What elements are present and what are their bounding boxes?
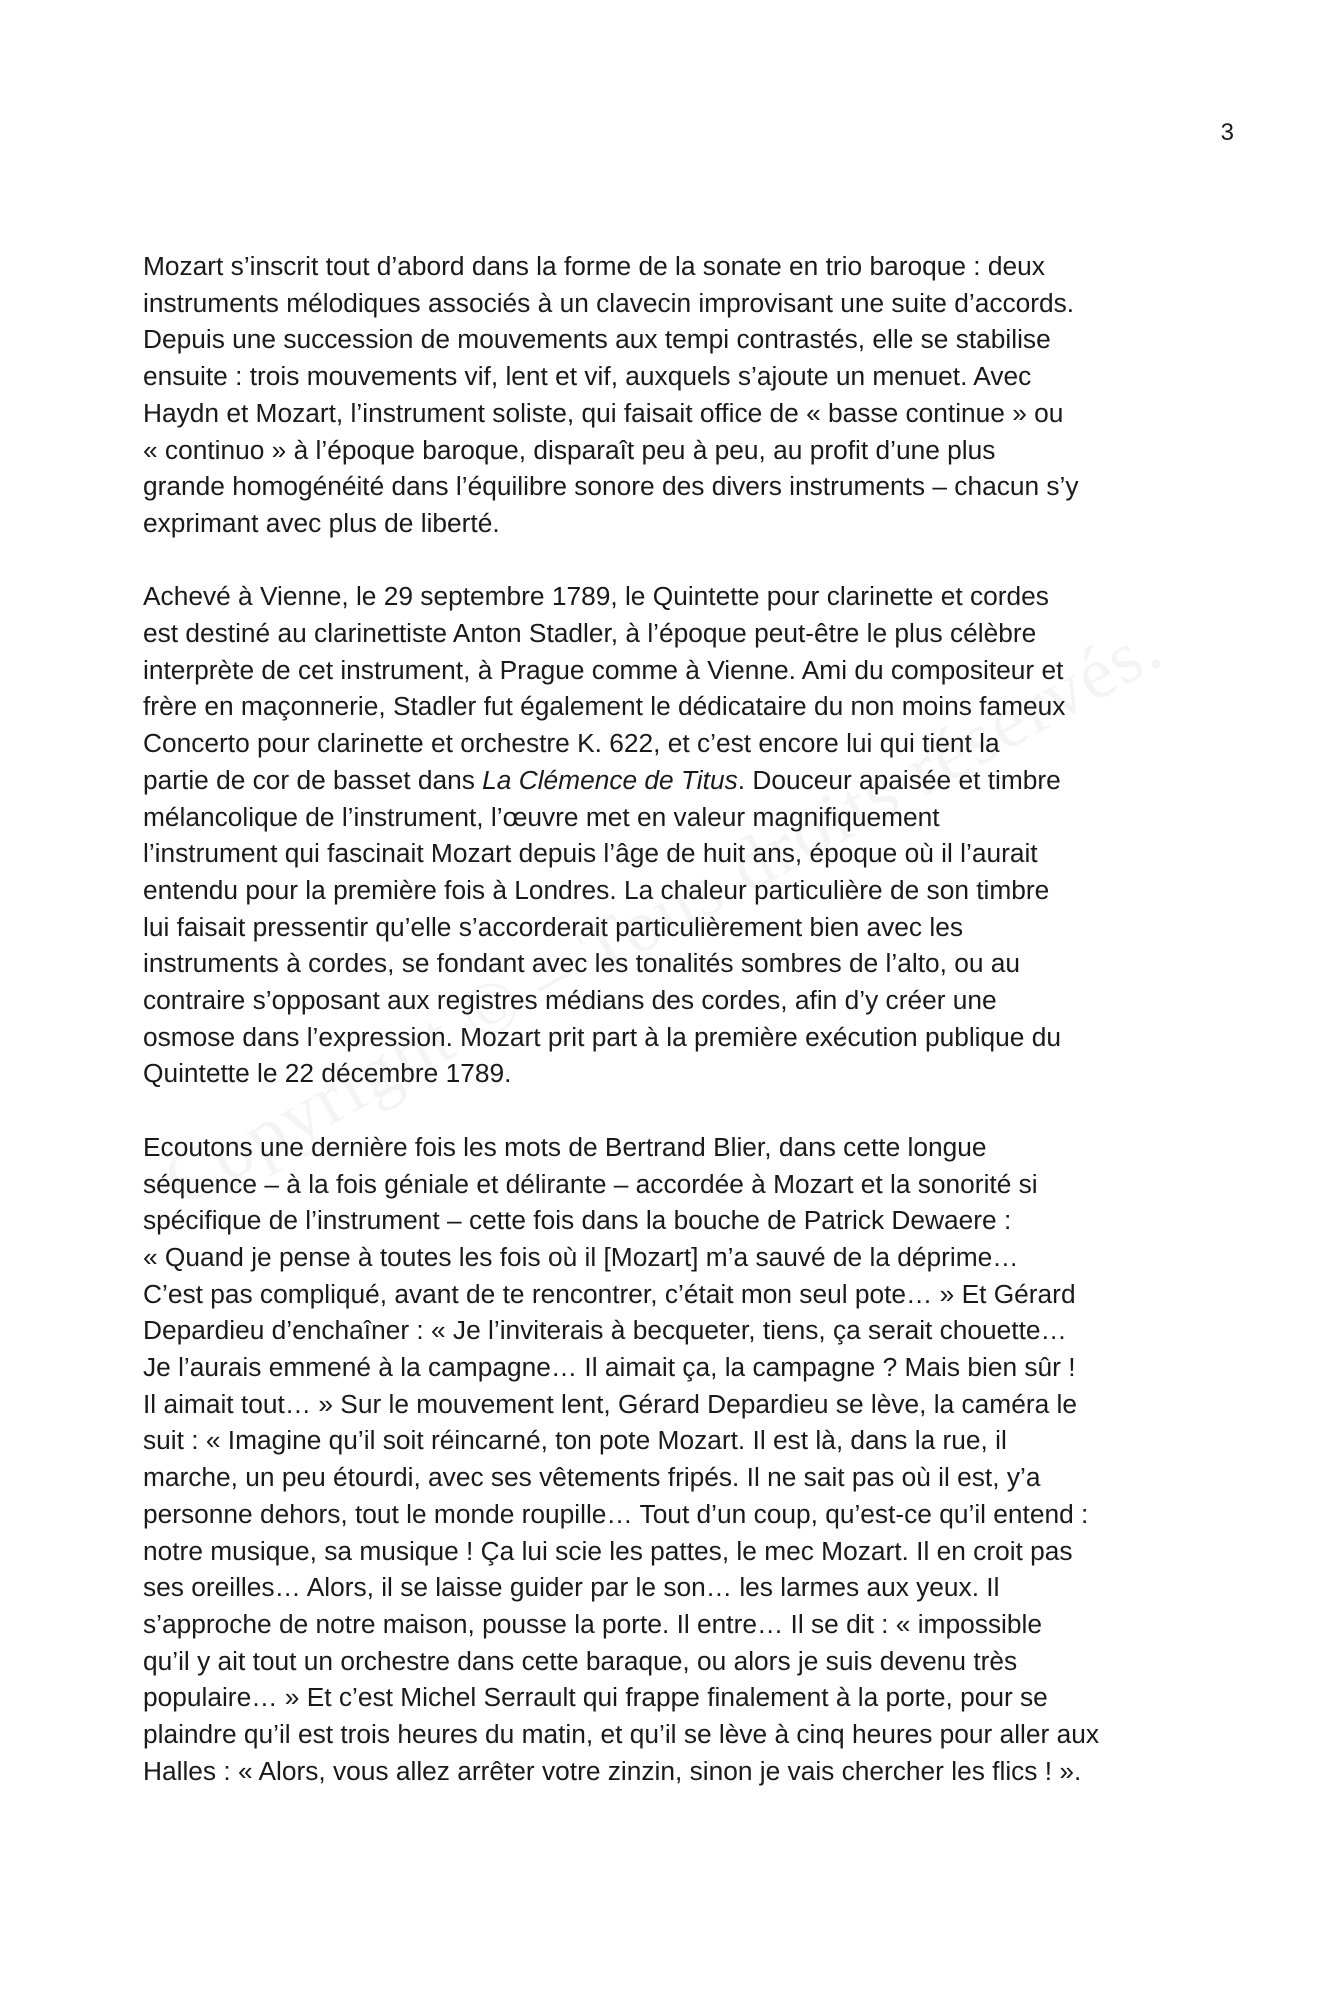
text-line: Concerto pour clarinette et orchestre K. 622, et c’est encore lui qui tient la xyxy=(143,728,1000,759)
text-line: instruments à cordes, se fondant avec les tonalités sombres de l’alto, ou au xyxy=(143,948,1021,979)
work-title-italic: La Clémence de Titus xyxy=(482,764,738,795)
text-line: qu’il y ait tout un orchestre dans cette baraque, ou alors je suis devenu très xyxy=(143,1645,1018,1676)
text-line: osmose dans l’expression. Mozart prit part à la première exécution publique du xyxy=(143,1021,1061,1052)
text-line: plaindre qu’il est trois heures du matin, et qu’il se lève à cinq heures pour aller aux xyxy=(143,1719,1099,1750)
text-line: Ecoutons une dernière fois les mots de Bertrand Blier, dans cette longue xyxy=(143,1131,987,1162)
text-line: interprète de cet instrument, à Prague comme à Vienne. Ami du compositeur et xyxy=(143,654,1064,685)
text-line: ensuite : trois mouvements vif, lent et vif, auxquels s’ajoute un menuet. Avec xyxy=(143,361,1032,392)
text-line: entendu pour la première fois à Londres. La chaleur particulière de son timbre xyxy=(143,874,1050,905)
text-line: Haydn et Mozart, l’instrument soliste, qui faisait office de « basse continue » ou xyxy=(143,397,1064,428)
text-line: Quintette le 22 décembre 1789. xyxy=(143,1058,512,1089)
text-line: populaire… » Et c’est Michel Serrault qui frappe finalement à la porte, pour se xyxy=(143,1682,1048,1713)
text-line: frère en maçonnerie, Stadler fut également le dédicataire du non moins fameux xyxy=(143,691,1066,722)
text-line: grande homogénéité dans l’équilibre sonore des divers instruments – chacun s’y xyxy=(143,471,1079,502)
text-line: est destiné au clarinettiste Anton Stadler, à l’époque peut-être le plus célèbre xyxy=(143,618,1037,649)
text-line: contraire s’opposant aux registres médians des cordes, afin d’y créer une xyxy=(143,985,997,1016)
text-line: lui faisait pressentir qu’elle s’accorderait particulièrement bien avec les xyxy=(143,911,963,942)
text-line: Il aimait tout… » Sur le mouvement lent, Gérard Depardieu se lève, la caméra le xyxy=(143,1388,1077,1419)
text-line: Achevé à Vienne, le 29 septembre 1789, le Quintette pour clarinette et cordes xyxy=(143,581,1049,612)
text-segment: partie de cor de basset dans xyxy=(143,764,483,795)
text-segment: . Douceur apaisée et timbre xyxy=(737,764,1061,795)
paragraph xyxy=(143,248,1195,542)
text-line xyxy=(143,762,1195,799)
text-line: spécifique de l’instrument – cette fois dans la bouche de Patrick Dewaere : xyxy=(143,1205,1012,1236)
text-line: exprimant avec plus de liberté. xyxy=(143,507,500,538)
text-line: Depardieu d’enchaîner : « Je l’inviterais à becqueter, tiens, ça serait chouette… xyxy=(143,1315,1067,1346)
text-line: mélancolique de l’instrument, l’œuvre met en valeur magnifiquement xyxy=(143,801,940,832)
paragraph xyxy=(143,578,1195,1092)
text-line: notre musique, sa musique ! Ça lui scie les pattes, le mec Mozart. Il en croit pas xyxy=(143,1535,1073,1566)
text-line: C’est pas compliqué, avant de te rencontrer, c’était mon seul pote… » Et Gérard xyxy=(143,1278,1076,1309)
paragraph xyxy=(143,1129,1195,1790)
text-line: s’approche de notre maison, pousse la porte. Il entre… Il se dit : « impossible xyxy=(143,1608,1042,1639)
text-line: Mozart s’inscrit tout d’abord dans la forme de la sonate en trio baroque : deux xyxy=(143,251,1045,281)
page-number: 3 xyxy=(1220,119,1234,146)
text-line: instruments mélodiques associés à un clavecin improvisant une suite d’accords. xyxy=(143,287,1075,318)
text-line: Depuis une succession de mouvements aux tempi contrastés, elle se stabilise xyxy=(143,324,1051,355)
text-line: marche, un peu étourdi, avec ses vêtements fripés. Il ne sait pas où il est, y’a xyxy=(143,1462,1041,1493)
text-line: Halles : « Alors, vous allez arrêter votre zinzin, sinon je vais chercher les flics ! ». xyxy=(143,1755,1082,1786)
text-line: ses oreilles… Alors, il se laisse guider par le son… les larmes aux yeux. Il xyxy=(143,1572,1000,1603)
text-line: séquence – à la fois géniale et délirante – accordée à Mozart et la sonorité si xyxy=(143,1168,1038,1199)
body-text xyxy=(143,248,1195,1790)
text-line: « Quand je pense à toutes les fois où il [Mozart] m’a sauvé de la déprime… xyxy=(143,1241,1019,1272)
text-line: personne dehors, tout le monde roupille… Tout d’un coup, qu’est-ce qu’il entend : xyxy=(143,1498,1089,1529)
text-line: Je l’aurais emmené à la campagne… Il aimait ça, la campagne ? Mais bien sûr ! xyxy=(143,1352,1076,1383)
text-line: « continuo » à l’époque baroque, disparaît peu à peu, au profit d’une plus xyxy=(143,434,996,465)
text-line: l’instrument qui fascinait Mozart depuis l’âge de huit ans, époque où il l’aurait xyxy=(143,838,1038,869)
text-line: suit : « Imagine qu’il soit réincarné, ton pote Mozart. Il est là, dans la rue, il xyxy=(143,1425,1007,1456)
